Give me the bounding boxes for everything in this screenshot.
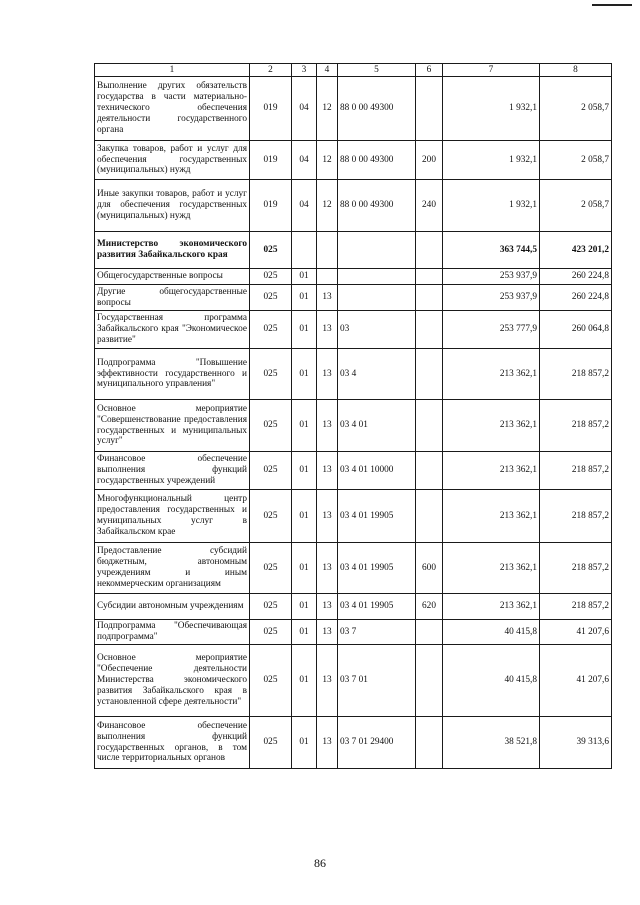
row-target-article-cell: 03 7	[338, 620, 416, 645]
row-target-article-cell: 88 0 00 49300	[338, 77, 416, 141]
row-amount-year1-cell: 213 362,1	[443, 490, 540, 543]
row-subsection-cell: 13	[317, 645, 338, 717]
header-cell: 5	[338, 64, 416, 77]
row-section-cell: 01	[292, 452, 317, 490]
row-code-cell: 025	[250, 717, 292, 769]
row-amount-year2-cell: 218 857,2	[540, 452, 612, 490]
row-amount-year1-cell: 213 362,1	[443, 349, 540, 400]
table-row	[95, 645, 612, 717]
table-row	[95, 490, 612, 543]
row-amount-year1-cell: 213 362,1	[443, 452, 540, 490]
table-row	[95, 400, 612, 452]
row-name-cell: Министерство экономического развития Забайкальского края	[95, 232, 250, 269]
row-target-article-cell: 03 7 01	[338, 645, 416, 717]
row-amount-year2-cell: 260 224,8	[540, 269, 612, 285]
budget-table	[94, 63, 612, 769]
row-amount-year1-cell: 40 415,8	[443, 645, 540, 717]
row-target-article-cell: 03 4 01 19905	[338, 594, 416, 620]
row-expense-type-cell	[416, 452, 443, 490]
row-code-cell: 025	[250, 269, 292, 285]
table-row	[95, 77, 612, 141]
table-row	[95, 543, 612, 594]
row-section-cell: 01	[292, 543, 317, 594]
row-expense-type-cell	[416, 400, 443, 452]
row-name-cell: Основное мероприятие "Совершенствование предоставления государственных и муниципальных услуг"	[95, 400, 250, 452]
row-code-cell: 025	[250, 349, 292, 400]
top-right-rule	[592, 4, 632, 6]
row-section-cell: 04	[292, 180, 317, 232]
row-amount-year2-cell: 218 857,2	[540, 543, 612, 594]
row-code-cell: 025	[250, 645, 292, 717]
row-section-cell: 01	[292, 490, 317, 543]
row-section-cell: 04	[292, 141, 317, 180]
table-row	[95, 349, 612, 400]
table-row	[95, 141, 612, 180]
row-section-cell	[292, 232, 317, 269]
row-target-article-cell: 03 7 01 29400	[338, 717, 416, 769]
table-row	[95, 452, 612, 490]
row-amount-year2-cell: 260 064,8	[540, 311, 612, 349]
row-section-cell: 01	[292, 594, 317, 620]
row-amount-year2-cell: 39 313,6	[540, 717, 612, 769]
header-cell: 4	[317, 64, 338, 77]
row-amount-year1-cell: 213 362,1	[443, 594, 540, 620]
row-amount-year2-cell: 218 857,2	[540, 349, 612, 400]
row-target-article-cell: 88 0 00 49300	[338, 141, 416, 180]
table-row	[95, 311, 612, 349]
row-section-cell: 01	[292, 620, 317, 645]
row-amount-year2-cell: 218 857,2	[540, 400, 612, 452]
header-cell: 2	[250, 64, 292, 77]
row-section-cell: 01	[292, 717, 317, 769]
row-code-cell: 025	[250, 311, 292, 349]
row-code-cell: 025	[250, 620, 292, 645]
row-expense-type-cell: 200	[416, 141, 443, 180]
row-expense-type-cell: 240	[416, 180, 443, 232]
row-subsection-cell: 12	[317, 180, 338, 232]
row-target-article-cell	[338, 232, 416, 269]
row-code-cell: 025	[250, 594, 292, 620]
row-target-article-cell: 88 0 00 49300	[338, 180, 416, 232]
row-name-cell: Предоставление субсидий бюджетным, автономным учреждениям и иным некоммерческим организациям	[95, 543, 250, 594]
table-row	[95, 717, 612, 769]
row-amount-year1-cell: 1 932,1	[443, 180, 540, 232]
row-expense-type-cell	[416, 232, 443, 269]
row-amount-year1-cell: 1 932,1	[443, 141, 540, 180]
row-expense-type-cell	[416, 269, 443, 285]
row-expense-type-cell	[416, 620, 443, 645]
row-subsection-cell: 13	[317, 620, 338, 645]
row-expense-type-cell	[416, 285, 443, 311]
row-code-cell: 025	[250, 232, 292, 269]
row-expense-type-cell	[416, 490, 443, 543]
row-target-article-cell: 03	[338, 311, 416, 349]
row-section-cell: 01	[292, 285, 317, 311]
row-section-cell: 01	[292, 269, 317, 285]
row-section-cell: 01	[292, 645, 317, 717]
row-amount-year1-cell: 253 937,9	[443, 269, 540, 285]
row-section-cell: 01	[292, 400, 317, 452]
row-section-cell: 01	[292, 311, 317, 349]
row-code-cell: 019	[250, 180, 292, 232]
row-code-cell: 025	[250, 490, 292, 543]
row-name-cell: Финансовое обеспечение выполнения функций государственных учреждений	[95, 452, 250, 490]
row-subsection-cell: 13	[317, 490, 338, 543]
row-subsection-cell: 13	[317, 452, 338, 490]
row-amount-year2-cell: 2 058,7	[540, 180, 612, 232]
row-subsection-cell	[317, 232, 338, 269]
row-expense-type-cell	[416, 717, 443, 769]
row-code-cell: 019	[250, 77, 292, 141]
row-subsection-cell: 12	[317, 77, 338, 141]
row-section-cell: 04	[292, 77, 317, 141]
table-row	[95, 269, 612, 285]
row-target-article-cell: 03 4 01 19905	[338, 490, 416, 543]
row-target-article-cell: 03 4 01 10000	[338, 452, 416, 490]
row-subsection-cell: 13	[317, 543, 338, 594]
row-subsection-cell: 12	[317, 141, 338, 180]
row-name-cell: Многофункциональный центр предоставления государственных и муниципальных услуг в Забайкальском крае	[95, 490, 250, 543]
row-name-cell: Подпрограмма "Повышение эффективности государственного и муниципального управления"	[95, 349, 250, 400]
row-name-cell: Субсидии автономным учреждениям	[95, 594, 250, 620]
row-target-article-cell: 03 4 01 19905	[338, 543, 416, 594]
header-cell: 8	[540, 64, 612, 77]
table-body	[95, 64, 612, 769]
row-subsection-cell: 13	[317, 311, 338, 349]
row-target-article-cell	[338, 285, 416, 311]
row-expense-type-cell	[416, 77, 443, 141]
row-amount-year2-cell: 2 058,7	[540, 141, 612, 180]
table-row	[95, 232, 612, 269]
table-row	[95, 594, 612, 620]
row-subsection-cell: 13	[317, 594, 338, 620]
row-target-article-cell: 03 4 01	[338, 400, 416, 452]
row-expense-type-cell: 620	[416, 594, 443, 620]
header-cell: 6	[416, 64, 443, 77]
row-amount-year1-cell: 253 777,9	[443, 311, 540, 349]
header-cell: 1	[95, 64, 250, 77]
header-cell: 3	[292, 64, 317, 77]
row-target-article-cell: 03 4	[338, 349, 416, 400]
row-amount-year2-cell: 218 857,2	[540, 490, 612, 543]
row-amount-year2-cell: 260 224,8	[540, 285, 612, 311]
row-section-cell: 01	[292, 349, 317, 400]
row-name-cell: Закупка товаров, работ и услуг для обеспечения государственных (муниципальных) нужд	[95, 141, 250, 180]
row-subsection-cell: 13	[317, 349, 338, 400]
row-amount-year1-cell: 213 362,1	[443, 543, 540, 594]
row-amount-year2-cell: 218 857,2	[540, 594, 612, 620]
row-amount-year1-cell: 213 362,1	[443, 400, 540, 452]
row-amount-year2-cell: 423 201,2	[540, 232, 612, 269]
row-code-cell: 025	[250, 400, 292, 452]
row-code-cell: 025	[250, 452, 292, 490]
row-amount-year1-cell: 40 415,8	[443, 620, 540, 645]
row-subsection-cell: 13	[317, 285, 338, 311]
row-name-cell: Подпрограмма "Обеспечивающая подпрограмма"	[95, 620, 250, 645]
row-code-cell: 025	[250, 285, 292, 311]
row-name-cell: Выполнение других обязательств государства в части материально-технического обеспечения деятельности государственного органа	[95, 77, 250, 141]
row-amount-year1-cell: 253 937,9	[443, 285, 540, 311]
row-name-cell: Основное мероприятие "Обеспечение деятельности Министерства экономического развития Забайкальского края в установленной сфере деятельности"	[95, 645, 250, 717]
row-name-cell: Другие общегосударственные вопросы	[95, 285, 250, 311]
row-amount-year1-cell: 1 932,1	[443, 77, 540, 141]
row-subsection-cell	[317, 269, 338, 285]
table-row	[95, 180, 612, 232]
row-amount-year2-cell: 2 058,7	[540, 77, 612, 141]
row-code-cell: 019	[250, 141, 292, 180]
row-amount-year2-cell: 41 207,6	[540, 620, 612, 645]
row-expense-type-cell	[416, 311, 443, 349]
row-amount-year1-cell: 38 521,8	[443, 717, 540, 769]
row-name-cell: Государственная программа Забайкальского края "Экономическое развитие"	[95, 311, 250, 349]
row-name-cell: Иные закупки товаров, работ и услуг для обеспечения государственных (муниципальных) нужд	[95, 180, 250, 232]
row-amount-year2-cell: 41 207,6	[540, 645, 612, 717]
header-cell: 7	[443, 64, 540, 77]
page-number: 86	[314, 856, 326, 870]
row-expense-type-cell	[416, 349, 443, 400]
row-expense-type-cell	[416, 645, 443, 717]
row-subsection-cell: 13	[317, 400, 338, 452]
row-name-cell: Финансовое обеспечение выполнения функций государственных органов, в том числе территориальных органов	[95, 717, 250, 769]
row-amount-year1-cell: 363 744,5	[443, 232, 540, 269]
row-code-cell: 025	[250, 543, 292, 594]
table-row	[95, 285, 612, 311]
row-target-article-cell	[338, 269, 416, 285]
table-row	[95, 620, 612, 645]
row-expense-type-cell: 600	[416, 543, 443, 594]
row-subsection-cell: 13	[317, 717, 338, 769]
table-header-row	[95, 64, 612, 77]
row-name-cell: Общегосударственные вопросы	[95, 269, 250, 285]
